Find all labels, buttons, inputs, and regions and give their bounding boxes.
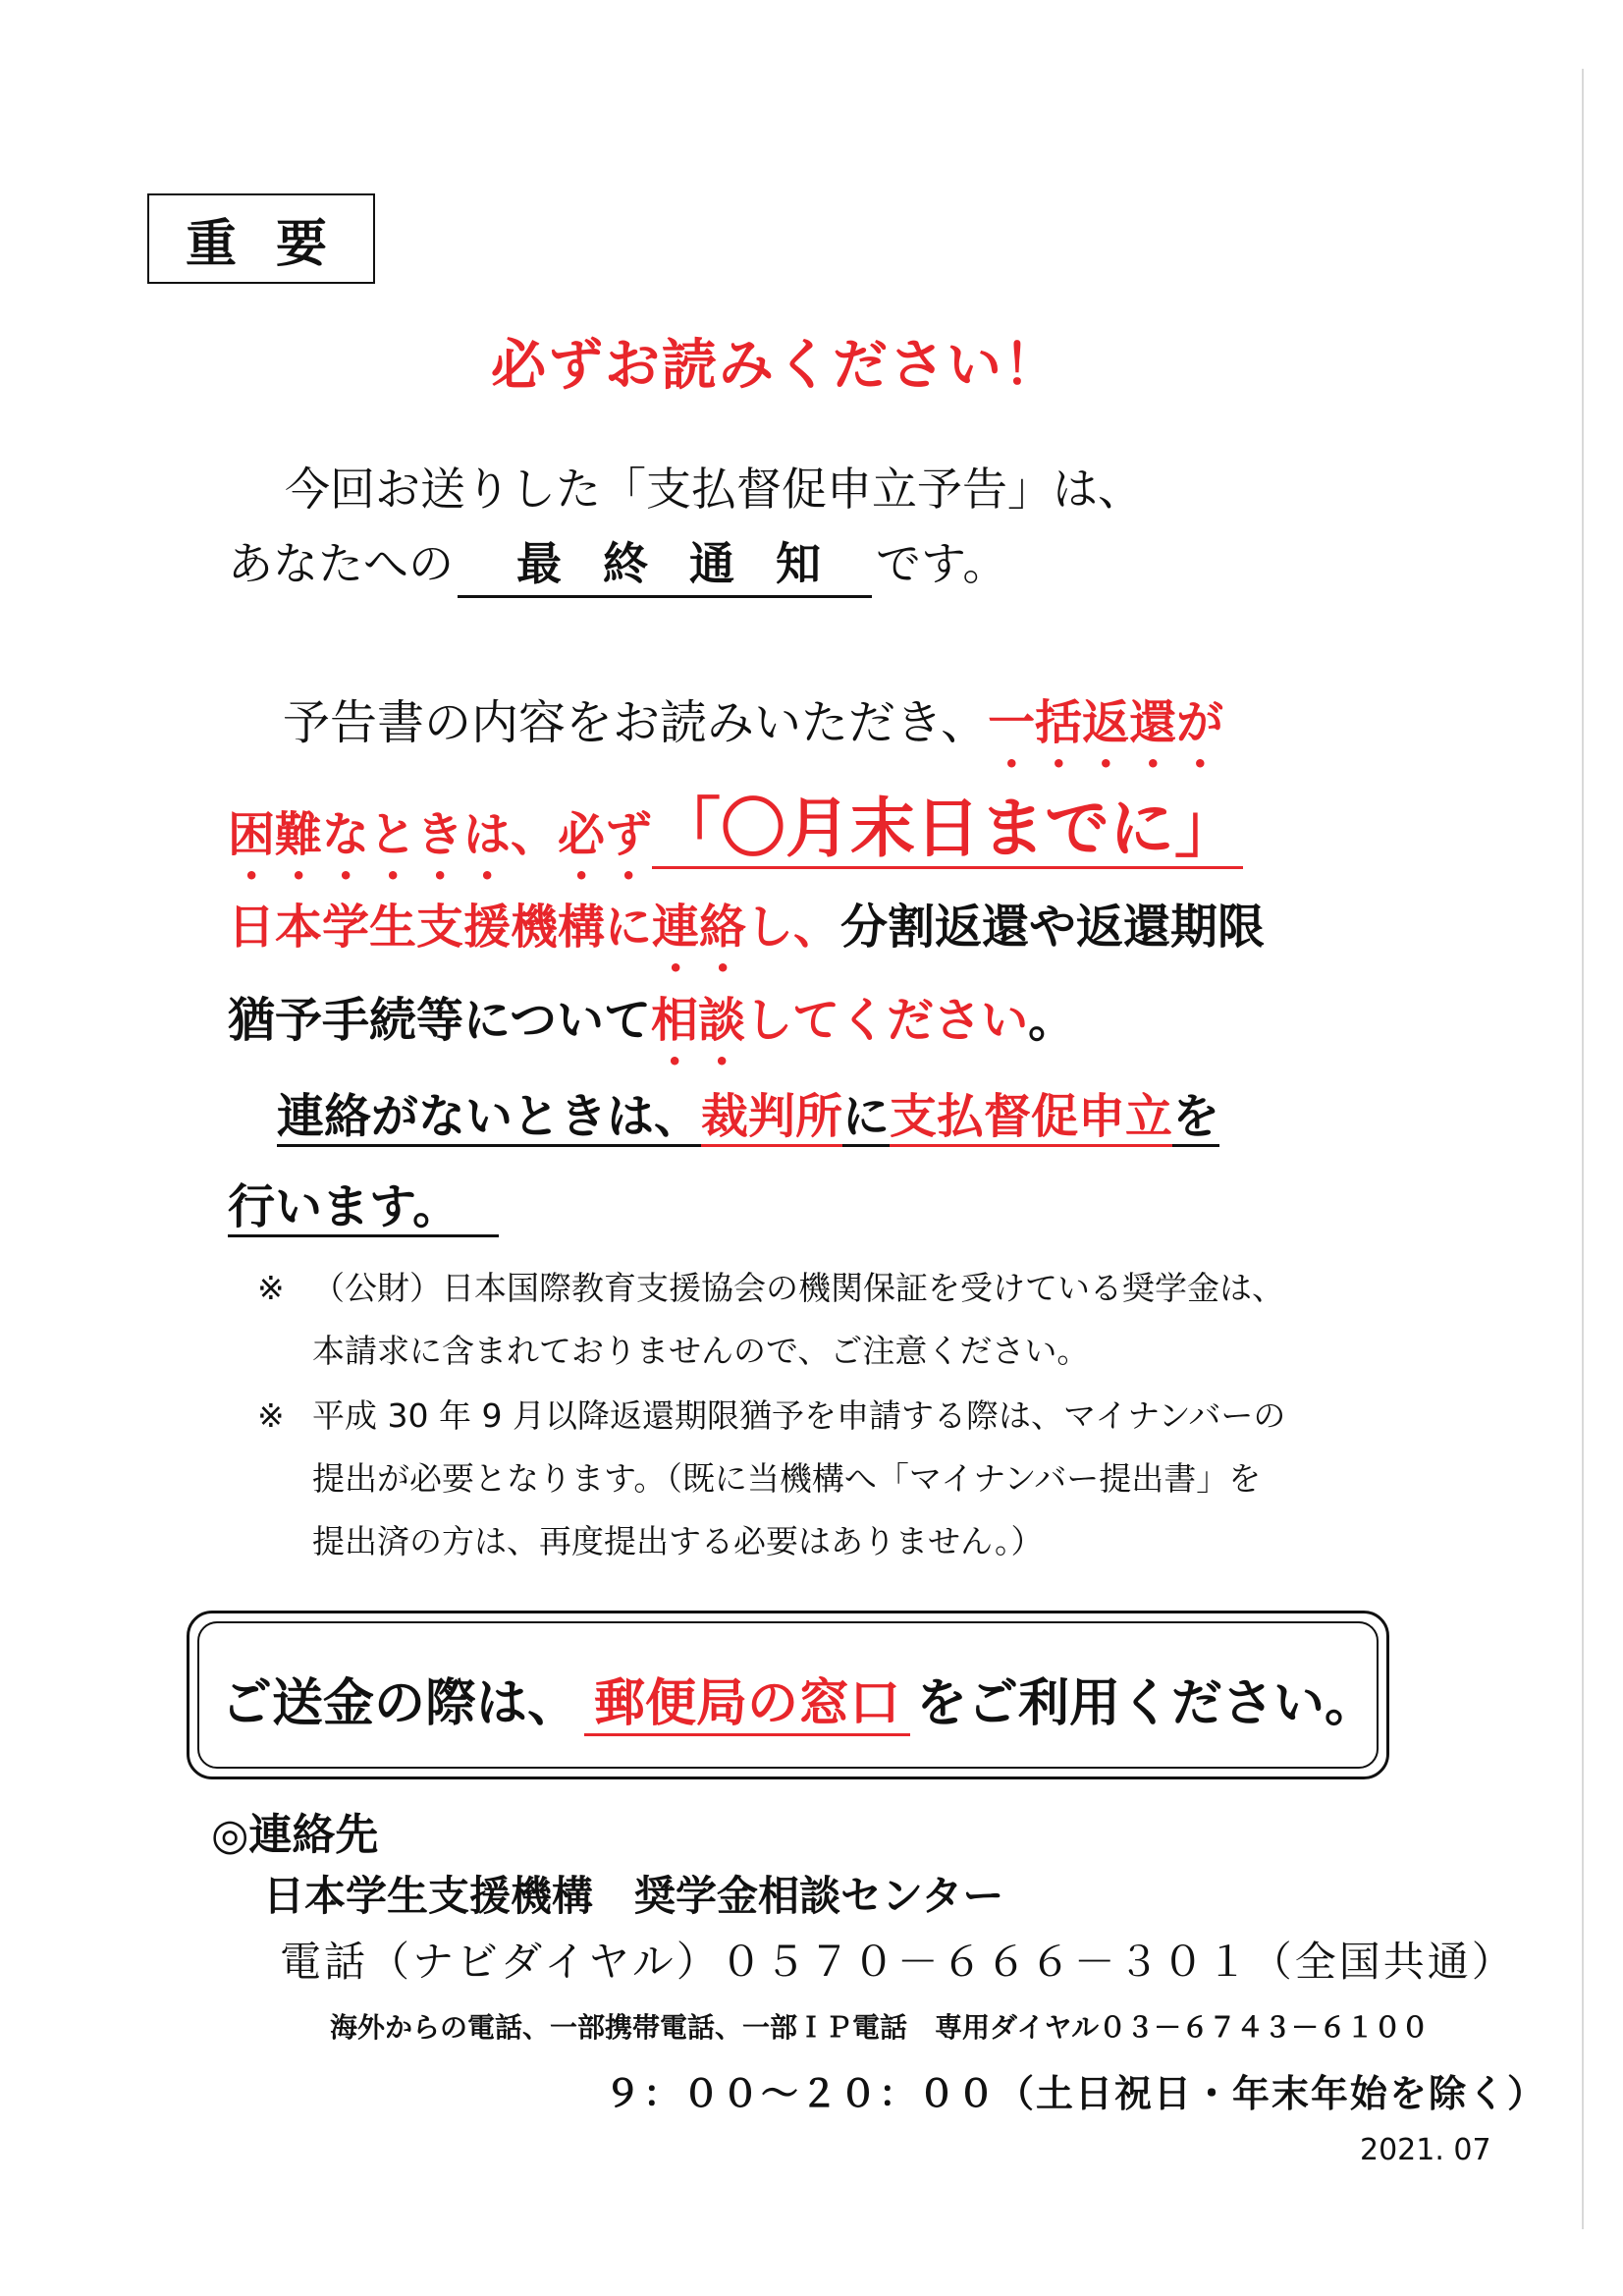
body-line-5-wo: を (1172, 1089, 1219, 1147)
intro-line-2-suffix: です。 (876, 537, 1008, 590)
note-2-mark: ※ (257, 1396, 285, 1435)
intro-line-1: 今回お送りした「支払督促申立予告」は、 (285, 463, 1143, 516)
payment-petition-text: 支払督促申立 (890, 1089, 1172, 1147)
note-1 (257, 1257, 1284, 1383)
contact-hours: ９：００～２０：００（土日祝日・年末年始を除く） (604, 2072, 1547, 2115)
body-line-1-text: 予告書の内容をお読みいただき、 (283, 695, 989, 750)
note-2-line-1: 平成 30 年 9 月以降返還期限猶予を申請する際は、マイナンバーの (312, 1396, 1286, 1435)
body-line-4-period: 。 (1028, 993, 1076, 1048)
body-line-1 (283, 684, 1223, 778)
intro-line-2-prefix: あなたへの (228, 537, 454, 590)
contact-org: 日本学生支援機構 奨学金相談センター (263, 1872, 1004, 1920)
deferral-text: 猶予手続等について (228, 993, 652, 1048)
note-1-mark: ※ (257, 1269, 285, 1307)
remittance-line (221, 1662, 1376, 1735)
installment-text: 分割返還や返還期限 (840, 900, 1266, 955)
important-label (147, 193, 375, 284)
jasso-text: 日本学生支援機構に (228, 900, 653, 955)
remittance-suffix: をご利用ください。 (916, 1674, 1377, 1733)
contact-word: 連絡 (652, 900, 747, 955)
important-text: 重要 (185, 214, 366, 274)
intro-line-2 (228, 528, 1007, 598)
consult-suffix: してください (745, 993, 1029, 1048)
headline: 必ずお読みください！ (491, 334, 1060, 398)
contact-overseas: 海外からの電話、一部携帯電話、一部ＩＰ電話 専用ダイヤル０３－６７４３－６１００ (330, 2011, 1430, 2044)
difficult-text: 困難なときは、必ず (228, 807, 653, 862)
note-1-line-1: （公財）日本国際教育支援協会の機関保証を受けている奨学金は、 (312, 1269, 1284, 1307)
court-text: 裁判所 (701, 1089, 842, 1147)
body-line-5 (277, 1078, 1219, 1146)
footer-date: 2021. 07 (1360, 2133, 1491, 2167)
body-line-5-ni: に (842, 1089, 890, 1147)
body-line-2 (228, 776, 1243, 890)
will-proceed-text: 行います。 (228, 1179, 499, 1237)
body-line-6 (228, 1169, 499, 1236)
note-2-line-2: 提出が必要となります。（既に当機構へ「マイナンバー提出書」を (312, 1459, 1262, 1498)
post-office-window: 郵便局の窓口 (584, 1674, 910, 1736)
note-2-line-3: 提出済の方は、再度提出する必要はありません。） (312, 1522, 1044, 1560)
note-1-line-2: 本請求に含まれておりませんので、ご注意ください。 (312, 1332, 1090, 1370)
contact-suffix: し、 (746, 900, 841, 955)
body-line-4 (228, 982, 1075, 1075)
lump-sum-repayment: 一括返還が (988, 695, 1224, 750)
contact-phone: 電話（ナビダイヤル）０５７０－６６６－３０１（全国共通） (280, 1938, 1516, 1986)
body-line-3 (228, 889, 1265, 982)
final-notice: 最終通知 (458, 528, 872, 598)
deadline-highlight: 「〇月末日までに」 (652, 791, 1243, 869)
page-edge (1582, 69, 1584, 2229)
contact-heading: ◎連絡先 (211, 1810, 379, 1860)
consult-word: 相談 (651, 993, 746, 1048)
remittance-prefix: ご送金の際は、 (221, 1674, 579, 1733)
note-2 (257, 1385, 1285, 1573)
no-contact-text: 連絡がないときは、 (277, 1089, 701, 1147)
